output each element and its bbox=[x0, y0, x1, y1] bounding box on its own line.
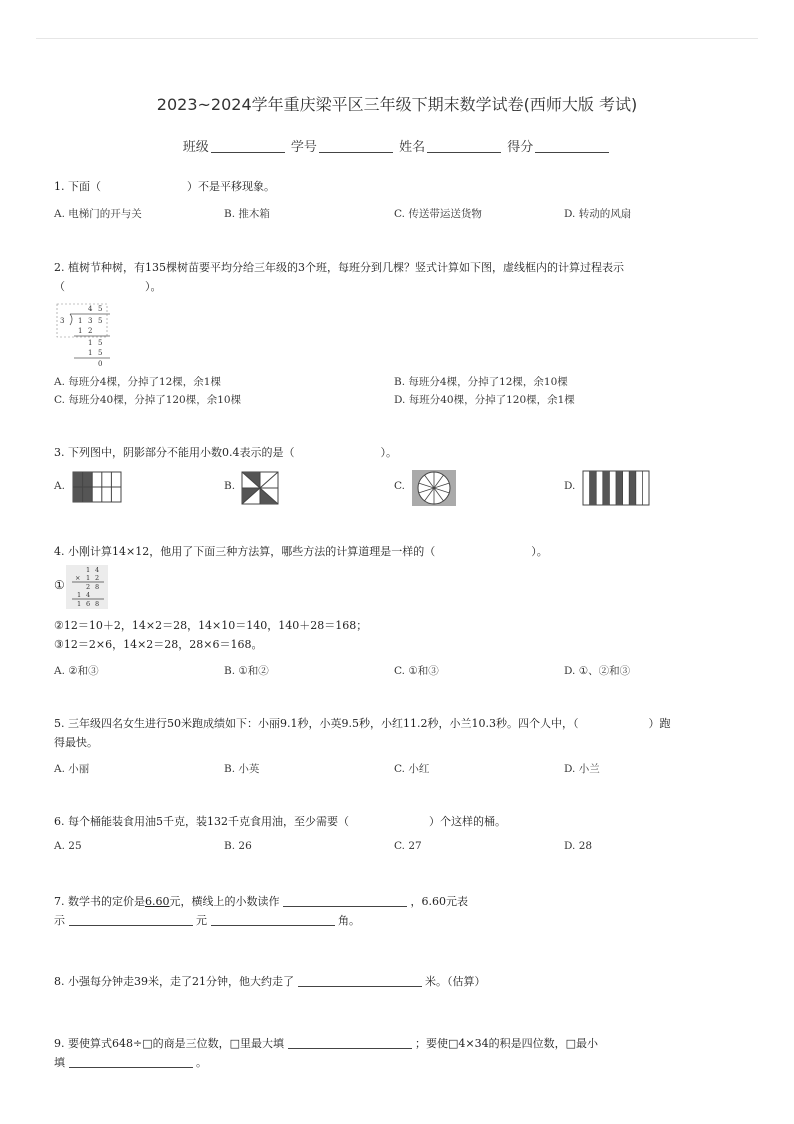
question-5 bbox=[54, 714, 764, 752]
question-1 bbox=[54, 177, 754, 196]
score-blank[interactable] bbox=[535, 140, 609, 153]
remainder-digit: 1 bbox=[88, 339, 93, 347]
underlined-price: 6.60 bbox=[145, 895, 170, 908]
question-9-line2-start: 填 bbox=[54, 1056, 65, 1069]
question-9-stem-start: 9. 要使算式648÷□的商是三位数，□里最大填 bbox=[54, 1037, 284, 1050]
question-2-stem-line2 bbox=[54, 277, 754, 296]
question-7-stem-line2 bbox=[54, 911, 754, 930]
question-2-paren-open: （ bbox=[54, 280, 65, 293]
unit-yuan: 元 bbox=[196, 914, 207, 927]
option-d-figure bbox=[582, 470, 650, 506]
option-d[interactable]: D. ①、②和③ bbox=[564, 665, 631, 677]
subtract-digit: 1 bbox=[88, 349, 93, 357]
option-b[interactable]: B. 小英 bbox=[224, 763, 260, 775]
option-d[interactable]: D. 28 bbox=[564, 840, 593, 852]
question-8-stem bbox=[54, 972, 754, 991]
option-c[interactable]: C. 27 bbox=[394, 840, 422, 852]
question-4-stem-end: ）。 bbox=[531, 545, 548, 558]
question-5-stem-end: ）跑 bbox=[648, 717, 671, 730]
option-a[interactable]: A. 25 bbox=[54, 840, 82, 852]
question-3-stem-start: 3. 下列图中，阴影部分不能用小数0.4表示的是（ bbox=[54, 446, 295, 459]
partial-digit: 4 bbox=[86, 591, 91, 599]
subtract-digit: 1 bbox=[78, 327, 83, 335]
option-a[interactable]: A. bbox=[54, 480, 65, 492]
option-a[interactable]: A. 电梯门的开与关 bbox=[54, 208, 142, 220]
unit-jiao: 角。 bbox=[338, 914, 360, 927]
question-7-line2-start: 示 bbox=[54, 914, 65, 927]
method-2: ②12＝10＋2，14×2＝28，14×10＝140，140＋28＝168； bbox=[54, 619, 368, 632]
question-2 bbox=[54, 258, 754, 296]
name-blank[interactable] bbox=[427, 140, 501, 153]
question-8-stem-end: 米。（估算） bbox=[425, 975, 486, 988]
question-8-stem-start: 8. 小强每分钟走39米，走了21分钟，他大约走了 bbox=[54, 975, 294, 988]
question-8 bbox=[54, 972, 754, 991]
question-7-stem-start: 7. 数学书的定价是 bbox=[54, 895, 145, 908]
question-6-stem bbox=[54, 812, 754, 831]
final-remainder: 0 bbox=[98, 360, 103, 368]
question-6 bbox=[54, 812, 754, 831]
option-b[interactable]: B. 26 bbox=[224, 840, 252, 852]
option-d[interactable]: D. 小兰 bbox=[564, 763, 600, 775]
page-title: 2023~2024学年重庆梁平区三年级下期末数学试卷(西师大版 考试) bbox=[156, 95, 638, 114]
multiplicand-digit: 1 bbox=[86, 566, 91, 574]
multiplier-digit: 1 bbox=[86, 574, 91, 582]
multiplicand-digit: 4 bbox=[95, 566, 100, 574]
dividend-digit: 1 bbox=[78, 317, 83, 325]
divisor: 3 bbox=[60, 317, 65, 325]
long-division-figure bbox=[56, 302, 128, 368]
option-c[interactable]: C. 每班分40棵，分掉了120棵，余10棵 bbox=[54, 394, 242, 406]
product-digit: 1 bbox=[77, 600, 82, 608]
question-7-stem-mid: 元，横线上的小数读作 bbox=[169, 895, 280, 908]
question-4-stem bbox=[54, 542, 754, 561]
question-9-stem-line2 bbox=[54, 1053, 754, 1072]
class-blank[interactable] bbox=[211, 140, 285, 153]
name-label: 姓名 bbox=[399, 140, 426, 155]
question-1-stem bbox=[54, 177, 754, 196]
question-6-stem-end: ）个这样的桶。 bbox=[428, 815, 506, 828]
question-3 bbox=[54, 443, 754, 462]
remainder-digit: 5 bbox=[98, 339, 103, 347]
dividend-digit: 3 bbox=[88, 317, 93, 325]
option-b[interactable]: B. ①和② bbox=[224, 665, 269, 677]
answer-blank[interactable] bbox=[298, 974, 422, 987]
quotient-digit: 4 bbox=[88, 305, 93, 313]
question-7-stem bbox=[54, 892, 754, 911]
question-4-stem-start: 4. 小刚计算14×12，他用了下面三种方法算，哪些方法的计算道理是一样的（ bbox=[54, 545, 436, 558]
option-c-figure bbox=[412, 470, 456, 506]
answer-blank[interactable] bbox=[283, 894, 407, 907]
answer-blank-yuan[interactable] bbox=[69, 913, 193, 926]
question-9-line2-end: 。 bbox=[196, 1056, 207, 1069]
subtract-digit: 2 bbox=[88, 327, 93, 335]
question-4 bbox=[54, 542, 754, 561]
option-c[interactable]: C. bbox=[394, 480, 405, 492]
question-9-stem bbox=[54, 1034, 754, 1053]
answer-blank-max[interactable] bbox=[288, 1036, 412, 1049]
product-digit: 8 bbox=[95, 600, 100, 608]
answer-blank-jiao[interactable] bbox=[211, 913, 335, 926]
question-1-stem-end: ）不是平移现象。 bbox=[187, 180, 275, 193]
option-a[interactable]: A. 小丽 bbox=[54, 763, 90, 775]
question-2-paren-close: ）。 bbox=[145, 280, 162, 293]
option-b[interactable]: B. bbox=[224, 480, 236, 492]
option-d[interactable]: D. 转动的风扇 bbox=[564, 208, 632, 220]
question-5-stem bbox=[54, 714, 764, 733]
class-label: 班级 bbox=[182, 140, 209, 155]
quotient-digit: 5 bbox=[98, 305, 103, 313]
question-6-stem-start: 6. 每个桶能装食用油5千克，装132千克食用油，至少需要（ bbox=[54, 815, 349, 828]
option-a[interactable]: A. ②和③ bbox=[54, 665, 99, 677]
product-digit: 6 bbox=[86, 600, 91, 608]
partial-digit: 8 bbox=[95, 583, 100, 591]
question-7 bbox=[54, 892, 754, 930]
question-1-stem-start: 1. 下面（ bbox=[54, 180, 101, 193]
option-b-figure bbox=[240, 471, 280, 505]
option-c[interactable]: C. 小红 bbox=[394, 763, 430, 775]
option-c[interactable]: C. ①和③ bbox=[394, 665, 439, 677]
question-5-stem-start: 5. 三年级四名女生进行50米跑成绩如下：小丽9.1秒，小英9.5秒，小红11.2秒，小兰10.3秒。四个人中，（ bbox=[54, 717, 579, 730]
option-a[interactable]: A. 每班分4棵，分掉了12棵，余1棵 bbox=[54, 376, 221, 388]
question-9-stem-mid: ；要使□4×34的积是四位数，□最小 bbox=[415, 1037, 598, 1050]
question-7-stem-end: ，6.60元表 bbox=[410, 895, 468, 908]
answer-blank-min[interactable] bbox=[69, 1055, 193, 1068]
option-b[interactable]: B. 推木箱 bbox=[224, 208, 270, 220]
method-1-label: ① bbox=[54, 578, 65, 592]
partial-digit: 1 bbox=[77, 591, 82, 599]
vertical-multiplication-figure bbox=[66, 565, 108, 609]
option-a-figure bbox=[72, 471, 122, 503]
times-sign: × bbox=[75, 574, 81, 582]
option-c[interactable]: C. 传送带运送货物 bbox=[394, 208, 482, 220]
partial-digit: 2 bbox=[86, 583, 91, 591]
option-b[interactable]: B. 每班分4棵，分掉了12棵，余10棵 bbox=[394, 376, 568, 388]
subtract-digit: 5 bbox=[98, 349, 103, 357]
question-9 bbox=[54, 1034, 754, 1072]
student-info-line bbox=[0, 136, 794, 155]
option-d[interactable]: D. bbox=[564, 480, 576, 492]
method-3: ③12＝2×6，14×2＝28，28×6＝168。 bbox=[54, 638, 263, 651]
multiplier-digit: 2 bbox=[95, 574, 100, 582]
id-blank[interactable] bbox=[319, 140, 393, 153]
option-d[interactable]: D. 每班分40棵，分掉了120棵，余1棵 bbox=[394, 394, 575, 406]
id-label: 学号 bbox=[290, 140, 317, 155]
score-label: 得分 bbox=[507, 140, 534, 155]
question-5-stem-line2: 得最快。 bbox=[54, 736, 98, 749]
dividend-digit: 5 bbox=[98, 317, 103, 325]
question-3-stem bbox=[54, 443, 754, 462]
header-rule bbox=[36, 38, 758, 39]
question-3-stem-end: ）。 bbox=[380, 446, 397, 459]
question-2-stem: 2. 植树节种树，有135棵树苗要平均分给三年级的3个班，每班分到几棵？竖式计算如下图，虚线框内的计算过程表示 bbox=[54, 261, 624, 274]
